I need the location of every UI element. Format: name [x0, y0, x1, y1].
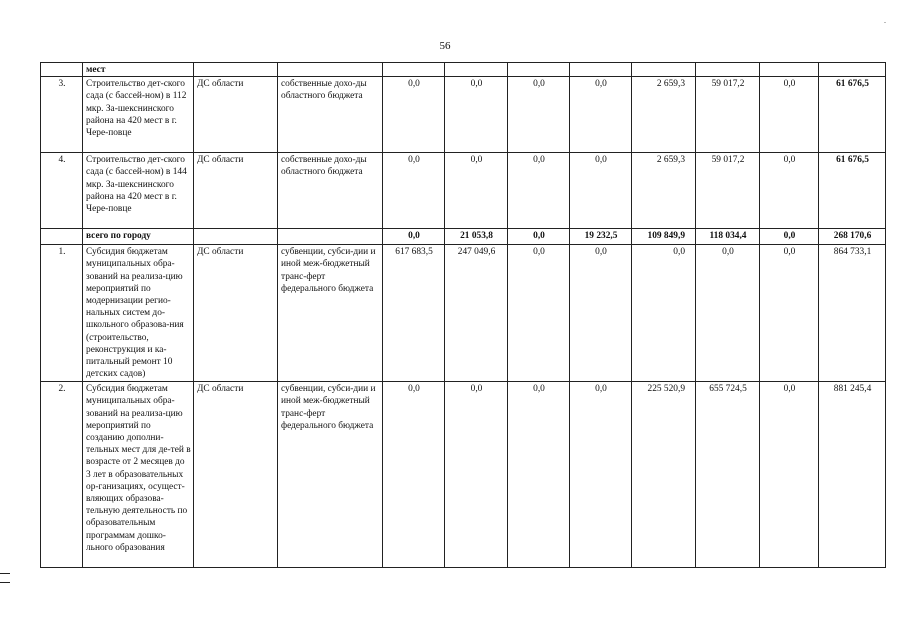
value-cell: 2 659,3 [632, 153, 696, 229]
scan-speck [884, 22, 886, 23]
source-cell: ДС области [194, 153, 278, 229]
value-cell: 0,0 [570, 77, 632, 153]
value-cell: 225 520,9 [632, 382, 696, 568]
scan-edge-mark [0, 582, 10, 583]
value-cell: 0,0 [383, 382, 445, 568]
value-cell: 2 659,3 [632, 77, 696, 153]
value-cell: 0,0 [632, 245, 696, 382]
total-value-cell: 268 170,6 [819, 229, 886, 245]
value-cell: 61 676,5 [819, 153, 886, 229]
value-cell [696, 63, 760, 77]
fund-cell: собственные дохо-ды областного бюджета [278, 77, 383, 153]
value-cell: 0,0 [508, 245, 570, 382]
row-number-cell: 4. [41, 153, 83, 229]
total-value-cell: 109 849,9 [632, 229, 696, 245]
source-cell: ДС области [194, 245, 278, 382]
table-row [41, 77, 886, 153]
value-cell: 61 676,5 [819, 77, 886, 153]
table-row [41, 245, 886, 382]
value-cell: 0,0 [445, 153, 508, 229]
fund-cell: субвенции, субси-дии и иной меж-бюджетный транс-ферт федерального бюджета [278, 382, 383, 568]
value-cell: 0,0 [570, 382, 632, 568]
value-cell: 0,0 [508, 153, 570, 229]
value-cell [383, 63, 445, 77]
value-cell: 864 733,1 [819, 245, 886, 382]
scan-edge-mark [0, 573, 10, 574]
source-cell: ДС области [194, 382, 278, 568]
value-cell: 59 017,2 [696, 153, 760, 229]
row-number-cell [41, 63, 83, 77]
row-number-cell: 2. [41, 382, 83, 568]
total-value-cell: 0,0 [760, 229, 819, 245]
description-cell: мест [83, 63, 194, 77]
row-number-cell [41, 229, 83, 245]
value-cell: 881 245,4 [819, 382, 886, 568]
value-cell [760, 63, 819, 77]
source-cell [194, 63, 278, 77]
fund-cell: субвенции, субси-дии и иной меж-бюджетный транс-ферт федерального бюджета [278, 245, 383, 382]
value-cell [819, 63, 886, 77]
value-cell: 0,0 [760, 245, 819, 382]
value-cell [570, 63, 632, 77]
budget-table [40, 62, 886, 568]
page-number: 56 [439, 40, 451, 52]
value-cell [508, 63, 570, 77]
total-value-cell: 0,0 [508, 229, 570, 245]
total-value-cell: 19 232,5 [570, 229, 632, 245]
description-cell: Строительство дет-ского сада (с бассей-ном) в 144 мкр. За-шекснинского района на 420 мест в г. Чере-повце [83, 153, 194, 229]
description-cell: Субсидия бюджетам муниципальных обра-зований на реализа-цию мероприятий по созданию дополни-тельных мест для де-тей в возрасте от 2 месяцев до 3 лет в образовательных ор-ганизациях, осущест-вляющих образова-тельную деятельность по образовательным программам дошко-льного образования [83, 382, 194, 568]
value-cell: 0,0 [570, 153, 632, 229]
total-value-cell: 118 034,4 [696, 229, 760, 245]
value-cell: 247 049,6 [445, 245, 508, 382]
source-cell [194, 229, 278, 245]
row-number-cell: 1. [41, 245, 83, 382]
total-value-cell: 21 053,8 [445, 229, 508, 245]
source-cell: ДС области [194, 77, 278, 153]
description-cell: Субсидия бюджетам муниципальных обра-зований на реализа-цию мероприятий по модернизации регио-нальных систем до-школьного образова-ния (строительство, реконструкция и ка-питальный ремонт 10 детских садов) [83, 245, 194, 382]
description-cell: Строительство дет-ского сада (с бассей-ном) в 112 мкр. За-шекснинского района на 420 мест в г. Чере-повце [83, 77, 194, 153]
value-cell: 0,0 [696, 245, 760, 382]
table-row [41, 382, 886, 568]
value-cell: 0,0 [445, 382, 508, 568]
value-cell: 0,0 [383, 153, 445, 229]
total-label: всего по городу [83, 229, 194, 245]
fund-cell [278, 229, 383, 245]
value-cell: 0,0 [445, 77, 508, 153]
value-cell: 0,0 [508, 77, 570, 153]
value-cell: 655 724,5 [696, 382, 760, 568]
table-row [41, 153, 886, 229]
table-row [41, 63, 886, 77]
value-cell: 0,0 [383, 77, 445, 153]
value-cell [445, 63, 508, 77]
value-cell: 617 683,5 [383, 245, 445, 382]
value-cell: 59 017,2 [696, 77, 760, 153]
total-value-cell: 0,0 [383, 229, 445, 245]
value-cell: 0,0 [760, 77, 819, 153]
fund-cell [278, 63, 383, 77]
row-number-cell: 3. [41, 77, 83, 153]
value-cell: 0,0 [508, 382, 570, 568]
value-cell: 0,0 [760, 382, 819, 568]
value-cell: 0,0 [760, 153, 819, 229]
total-row [41, 229, 886, 245]
fund-cell: собственные дохо-ды областного бюджета [278, 153, 383, 229]
value-cell [632, 63, 696, 77]
value-cell: 0,0 [570, 245, 632, 382]
